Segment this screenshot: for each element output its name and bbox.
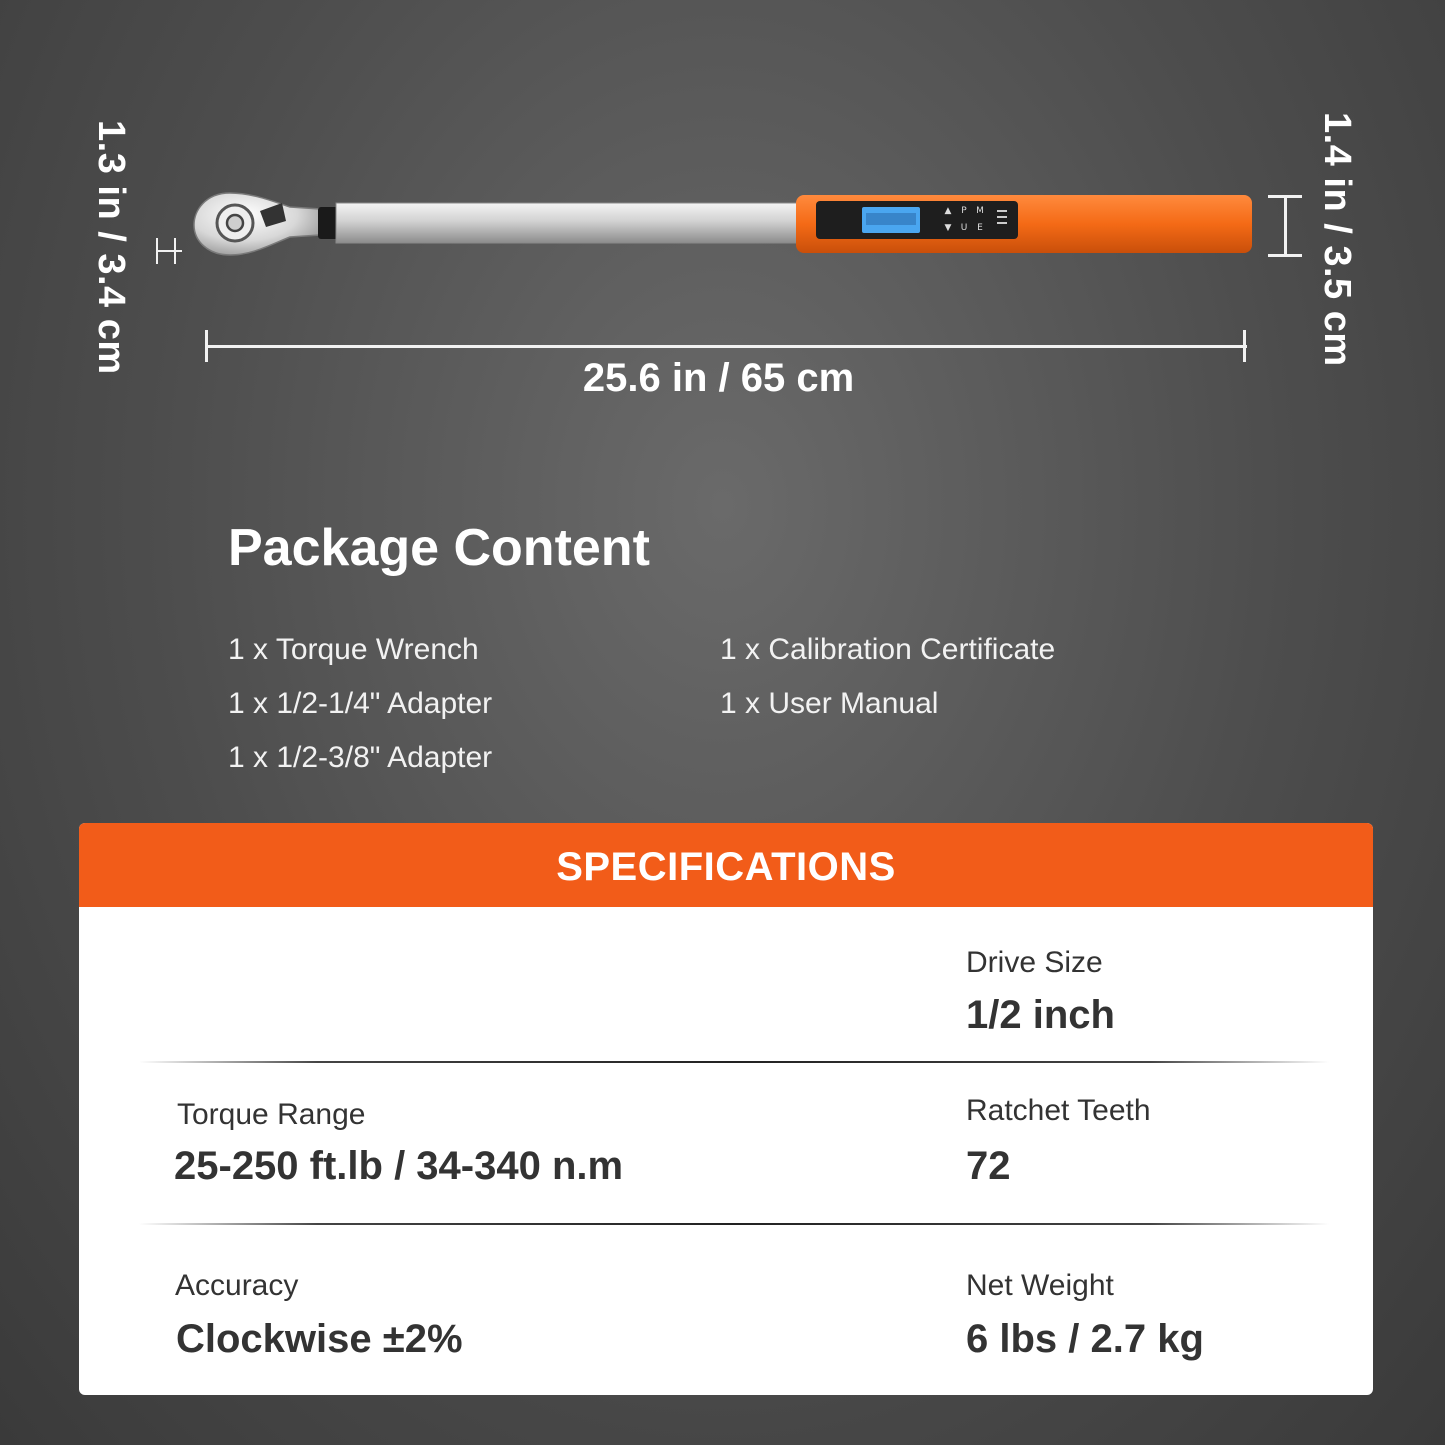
- torque-wrench-image: [190, 185, 1260, 265]
- length-label: 25.6 in / 65 cm: [582, 356, 855, 400]
- specifications-title: SPECIFICATIONS: [79, 823, 1373, 907]
- handle-height-label: 1.4 in / 3.5 cm: [1316, 112, 1358, 367]
- package-item: 1 x 1/2-1/4" Adapter: [228, 687, 493, 720]
- ratchet-teeth-value: 72: [966, 1144, 1011, 1188]
- menu-icon: [997, 210, 1007, 228]
- torque-range-label: Torque Range: [177, 1098, 366, 1131]
- drive-size-value: 1/2 inch: [966, 993, 1115, 1037]
- handle-height-marker: [1268, 195, 1302, 257]
- m-button: M: [976, 206, 984, 216]
- net-weight-label: Net Weight: [966, 1269, 1114, 1302]
- head-height-marker: [148, 238, 182, 264]
- ratchet-teeth-label: Ratchet Teeth: [966, 1094, 1151, 1127]
- package-item: 1 x User Manual: [720, 687, 939, 720]
- torque-range-value: 25-250 ft.lb / 34-340 n.m: [174, 1144, 624, 1188]
- length-dimension: [0, 356, 1445, 401]
- net-weight-value: 6 lbs / 2.7 kg: [966, 1317, 1204, 1361]
- down-button-icon: ▼: [944, 223, 952, 233]
- divider: [139, 1061, 1329, 1063]
- divider: [139, 1223, 1329, 1225]
- drive-size-label: Drive Size: [966, 946, 1103, 979]
- handle-height-dimension: [1318, 112, 1358, 392]
- accuracy-label: Accuracy: [175, 1269, 299, 1302]
- package-content-title: Package Content: [228, 519, 650, 577]
- u-button: U: [960, 223, 968, 233]
- package-item: 1 x 1/2-3/8" Adapter: [228, 741, 493, 774]
- package-item: 1 x Torque Wrench: [228, 633, 479, 666]
- accuracy-value: Clockwise ±2%: [176, 1317, 463, 1361]
- e-button: E: [977, 223, 983, 233]
- specifications-card: [79, 823, 1373, 1395]
- up-button-icon: ▲: [944, 206, 952, 216]
- display-buttons: [940, 204, 988, 236]
- package-item: 1 x Calibration Certificate: [720, 633, 1056, 666]
- head-height-label: 1.3 in / 3.4 cm: [90, 120, 132, 375]
- p-button: P: [961, 206, 967, 216]
